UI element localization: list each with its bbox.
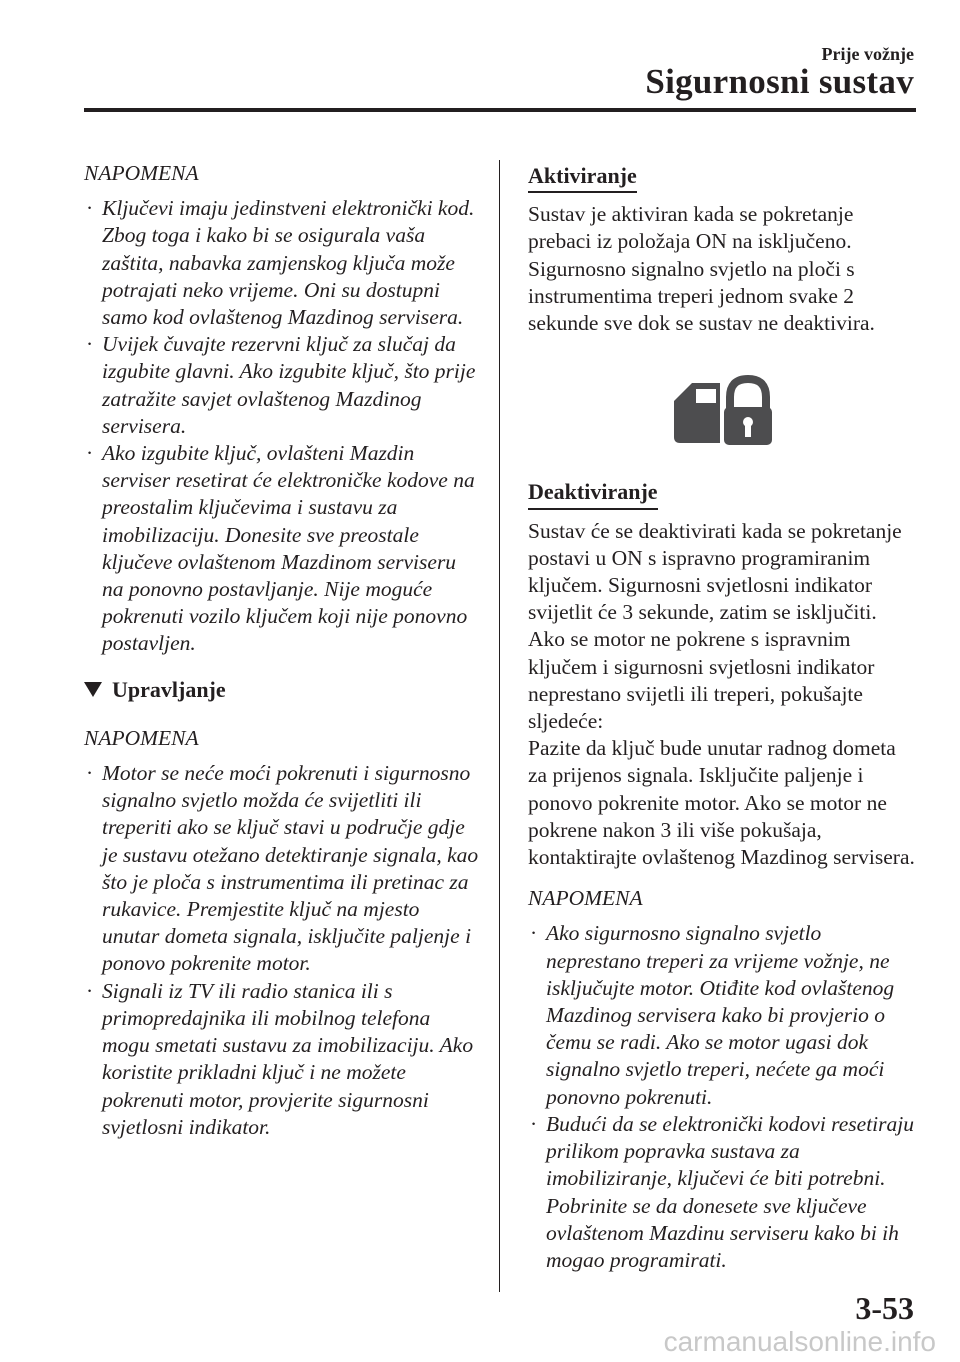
left-column bbox=[84, 160, 480, 1141]
note-item-text: Ključevi imaju jedinstveni elektronički kod. Zbog toga i kako bi se osigurala vaša zaštita, nabavka zamjenskog ključa može potrajati neko vrijeme. Oni su dostupni samo kod ovlaštenog Mazdinog servisera. bbox=[102, 196, 475, 330]
note-item bbox=[528, 1111, 916, 1274]
header-divider bbox=[84, 108, 916, 112]
note-list bbox=[528, 920, 916, 1274]
subheading-text: Upravljanje bbox=[112, 676, 226, 702]
bullet-icon: · bbox=[86, 978, 94, 1003]
activation-heading: Aktiviranje bbox=[528, 162, 637, 193]
security-indicator bbox=[528, 375, 916, 454]
watermark: carmanualsonline.info bbox=[663, 1326, 936, 1357]
deactivation-heading: Deaktiviranje bbox=[528, 478, 658, 509]
security-lock-icon bbox=[670, 375, 774, 447]
note-list bbox=[84, 760, 480, 1141]
note-item-text: Motor se neće moći pokrenuti i sigurnosno signalno svjetlo možda će svijetliti ili treperiti ako se ključ stavi u područje gdje je sustavu otežano detektiranje signala, kao što je ploča s instrumentima ili pretinac za rukavice. Premjestite ključ na mjesto unutar dometa signala, isključite paljenje i ponovo pokrenite motor. bbox=[102, 761, 479, 976]
note-item-text: Uvijek čuvajte rezervni ključ za slučaj da izgubite glavni. Ako izgubite ključ, što prije zatražite savjet ovlaštenog Mazdinog servisera. bbox=[102, 332, 476, 438]
note-label: NAPOMENA bbox=[528, 886, 643, 911]
note-item-text: Ako sigurnosno signalno svjetlo neprestano treperi za vrijeme vožnje, ne isključujte motor. Otiđite kod ovlaštenog Mazdinog servisera kako bi provjerio o čemu se radi. Ako se motor ugasi dok signalno svjetlo treperi, nećete ga moći ponovno pokrenuti. bbox=[546, 921, 895, 1109]
note-item bbox=[528, 920, 916, 1110]
bullet-icon: · bbox=[86, 441, 94, 466]
deactivation-text: Sustav će se deaktivirati kada se pokretanje postavi u ON s ispravno programiranim ključem. Sigurnosni svjetlosni indikator svijetlit će 3 sekunde, zatim se isključiti. Ako se motor ne pokrene s ispravnim ključem i sigurnosni svjetlosni indikator neprestano svijetli ili treperi, pokušajte sljedeće: bbox=[528, 518, 902, 734]
note-item bbox=[84, 331, 480, 440]
right-column bbox=[528, 162, 916, 1274]
note-label: NAPOMENA bbox=[84, 725, 199, 750]
bullet-icon: · bbox=[86, 196, 94, 221]
page-number: 3-53 bbox=[855, 1290, 914, 1326]
note-item bbox=[84, 760, 480, 978]
note-item-text: Budući da se elektronički kodovi resetiraju prilikom popravka sustava za imobiliziranje, ključevi će biti potrebni. Pobrinite se da donesete sve ključeve ovlaštenom Mazdinu serviseru kako bi ih mogao programirati. bbox=[546, 1111, 914, 1272]
column-divider bbox=[499, 160, 500, 1292]
note-label: NAPOMENA bbox=[84, 161, 199, 185]
note-list bbox=[84, 195, 480, 657]
header-section-label: Prije vožnje bbox=[821, 44, 914, 64]
bullet-icon: · bbox=[86, 761, 94, 786]
note-item bbox=[84, 440, 480, 658]
page-title: Sigurnosni sustav bbox=[645, 62, 914, 101]
note-item bbox=[84, 978, 480, 1141]
bullet-icon: · bbox=[530, 921, 538, 946]
activation-text: Sustav je aktiviran kada se pokretanje prebaci iz položaja ON na isključeno. Sigurnosno signalno svjetlo na ploči s instrumentima treperi jednom svake 2 sekunde sve dok se sustav ne deaktivira. bbox=[528, 202, 875, 336]
note-item-text: Signali iz TV ili radio stanica ili s primopredajnika ili mobilnog telefona mogu smetati sustavu za imobilizaciju. Ako koristite prikladni ključ i ne možete pokrenuti motor, provjerite sigurnosni svjetlosni indikator. bbox=[102, 978, 474, 1139]
note-item bbox=[84, 195, 480, 331]
bullet-icon: · bbox=[86, 332, 94, 357]
bullet-icon: · bbox=[530, 1111, 538, 1136]
deactivation-instructions: Pazite da ključ bude unutar radnog dometa za prijenos signala. Isključite paljenje i ponovo pokrenite motor. Ako se motor ne pokrene nakon 3 ili više pokušaja, kontaktirajte ovlaštenog Mazdinog servisera. bbox=[528, 736, 915, 870]
triangle-down-icon bbox=[84, 682, 102, 697]
note-item-text: Ako izgubite ključ, ovlašteni Mazdin serviser resetirat će elektroničke kodove na preostalim ključevima i sustavu za imobilizaciju. Donesite sve preostale ključeve ovlaštenom Mazdinom serviseru na ponovno postavljanje. Nije moguće pokrenuti vozilo ključem koji nije ponovno postavljen. bbox=[102, 441, 475, 656]
subheading-upravljanje bbox=[84, 676, 480, 703]
